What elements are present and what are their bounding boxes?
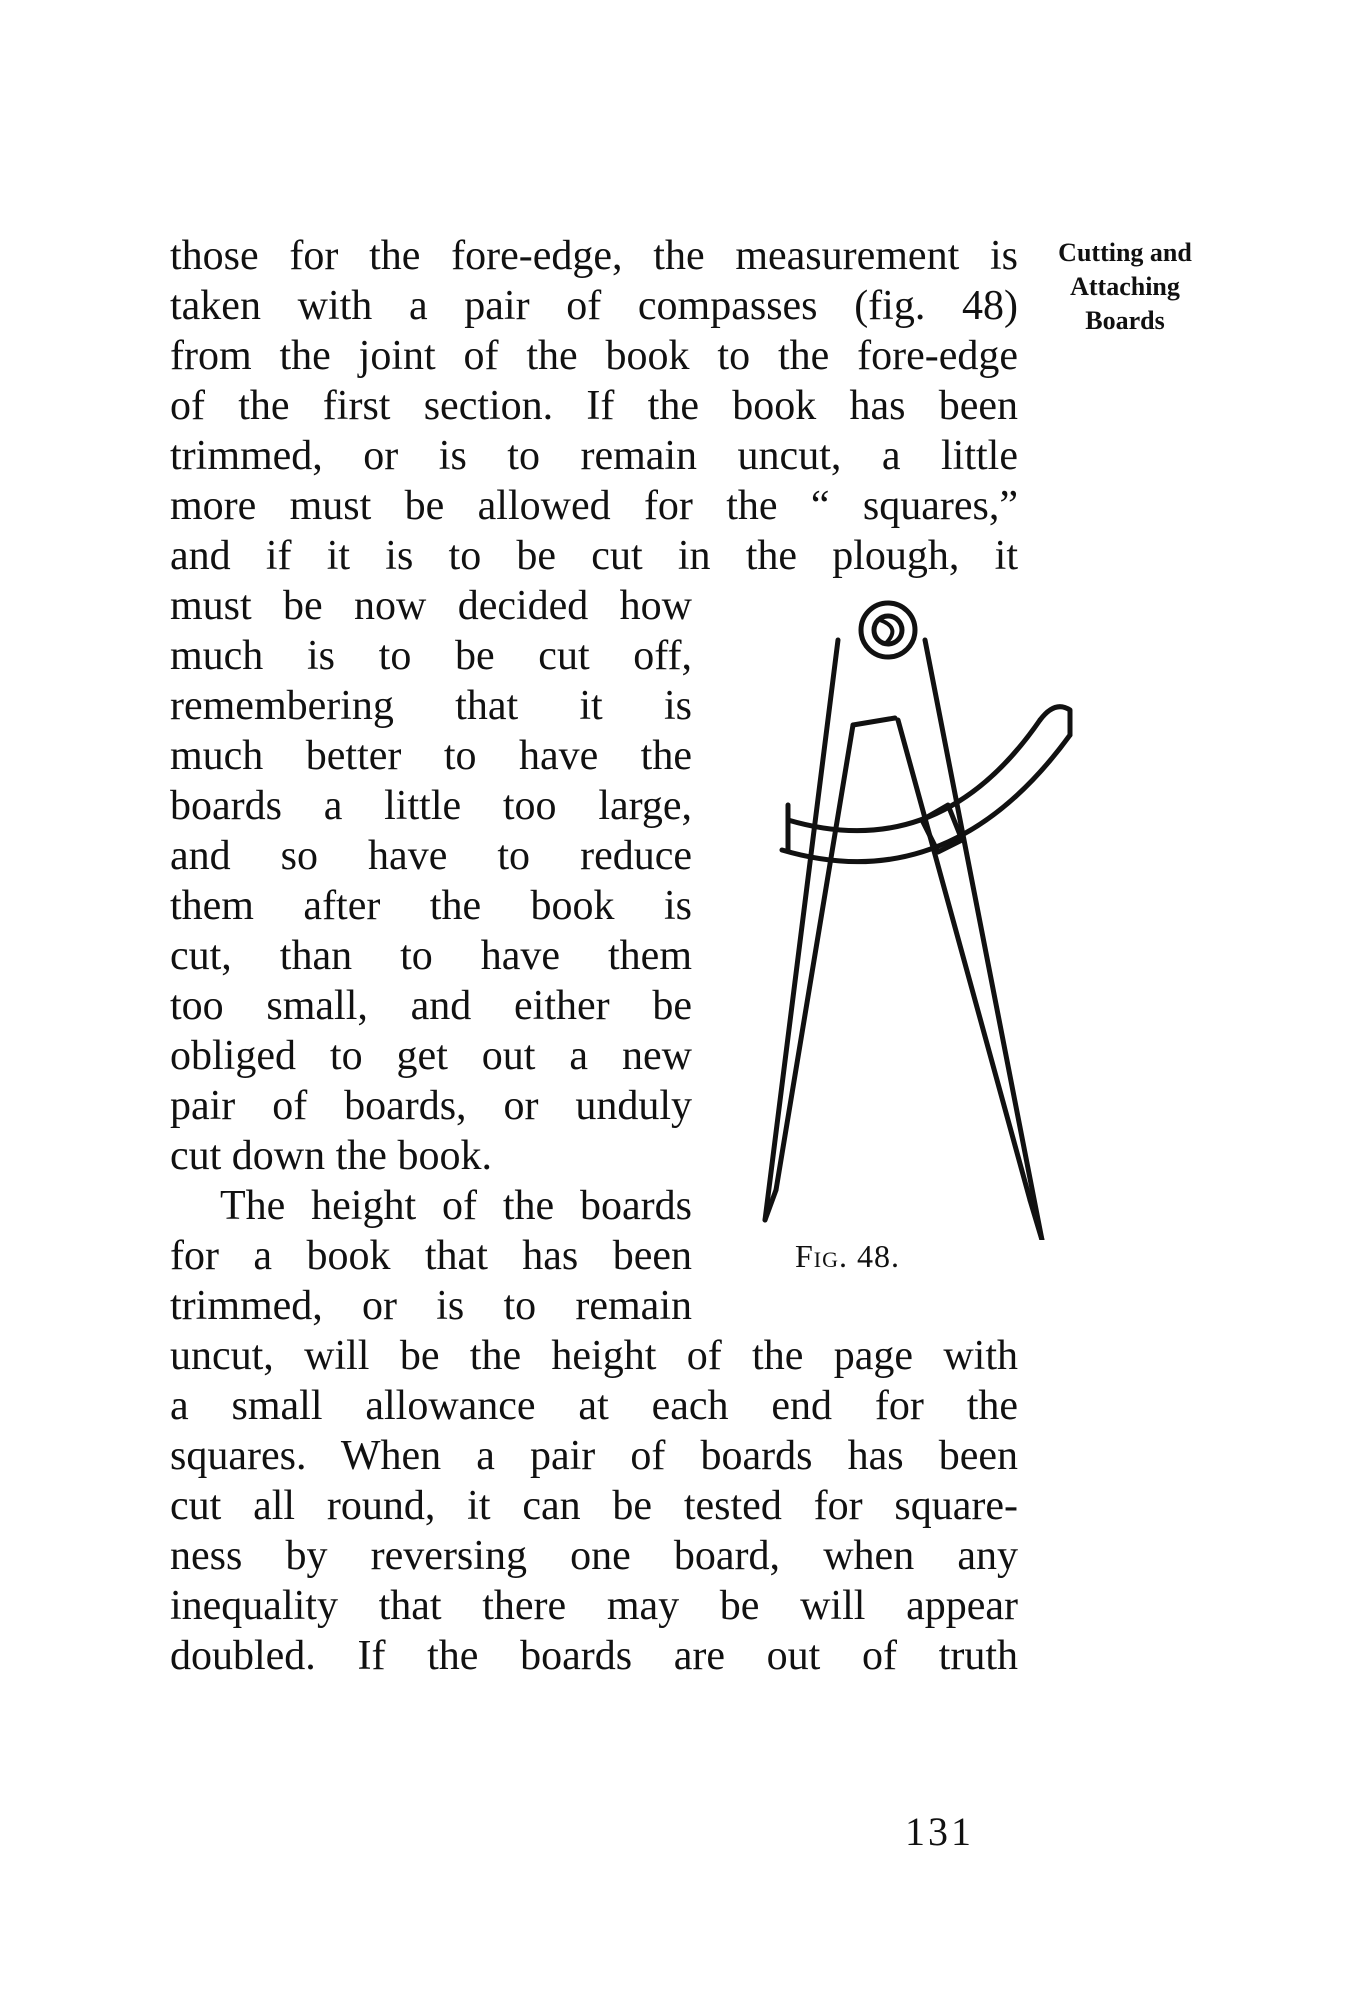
figure-caption: Fig. 48. [795, 1238, 901, 1274]
body-text-line: of the first section. If the book has been [170, 383, 1018, 429]
body-text-line: for a book that has been [170, 1233, 692, 1279]
body-text-line: those for the fore-edge, the measurement is [170, 233, 1018, 279]
body-text-line: much better to have the [170, 733, 692, 779]
body-text-line: them after the book is [170, 883, 692, 929]
body-text-line: inequality that there may be will appear [170, 1583, 1018, 1629]
body-text-line: boards a little too large, [170, 783, 692, 829]
margin-note-line: Boards [1085, 306, 1165, 335]
body-text-line: squares. When a pair of boards has been [170, 1433, 1018, 1479]
body-text-line: from the joint of the book to the fore-edge [170, 333, 1018, 379]
body-text-line: uncut, will be the height of the page with [170, 1333, 1018, 1379]
body-text-line: obliged to get out a new [170, 1033, 692, 1079]
body-text-line: ness by reversing one board, when any [170, 1533, 1018, 1579]
body-text-line: cut, than to have them [170, 933, 692, 979]
margin-note-line: Attaching [1070, 272, 1180, 301]
body-text-line: too small, and either be [170, 983, 692, 1029]
body-text-line: taken with a pair of compasses (fig. 48) [170, 283, 1018, 329]
body-text-line: must be now decided how [170, 583, 692, 629]
page-number: 131 [905, 1809, 974, 1854]
body-text-line: The height of the boards [220, 1183, 692, 1229]
body-text-line: cut all round, it can be tested for square- [170, 1483, 1018, 1529]
margin-note [1035, 236, 1215, 338]
body-text-line: more must be allowed for the “ squares,” [170, 483, 1018, 529]
body-text-line: doubled. If the boards are out of truth [170, 1633, 1018, 1679]
compasses-icon [690, 600, 1090, 1240]
body-text-line: trimmed, or is to remain [170, 1283, 692, 1329]
body-text-line: a small allowance at each end for the [170, 1383, 1018, 1429]
body-text-line: and if it is to be cut in the plough, it [170, 533, 1018, 579]
body-text-line: and so have to reduce [170, 833, 692, 879]
body-text-line: much is to be cut off, [170, 633, 692, 679]
body-text-line: remembering that it is [170, 683, 692, 729]
margin-note-line: Cutting and [1058, 238, 1192, 267]
body-text-line: pair of boards, or unduly [170, 1083, 692, 1129]
body-text-line: trimmed, or is to remain uncut, a little [170, 433, 1018, 479]
body-text-line: cut down the book. [170, 1133, 492, 1179]
